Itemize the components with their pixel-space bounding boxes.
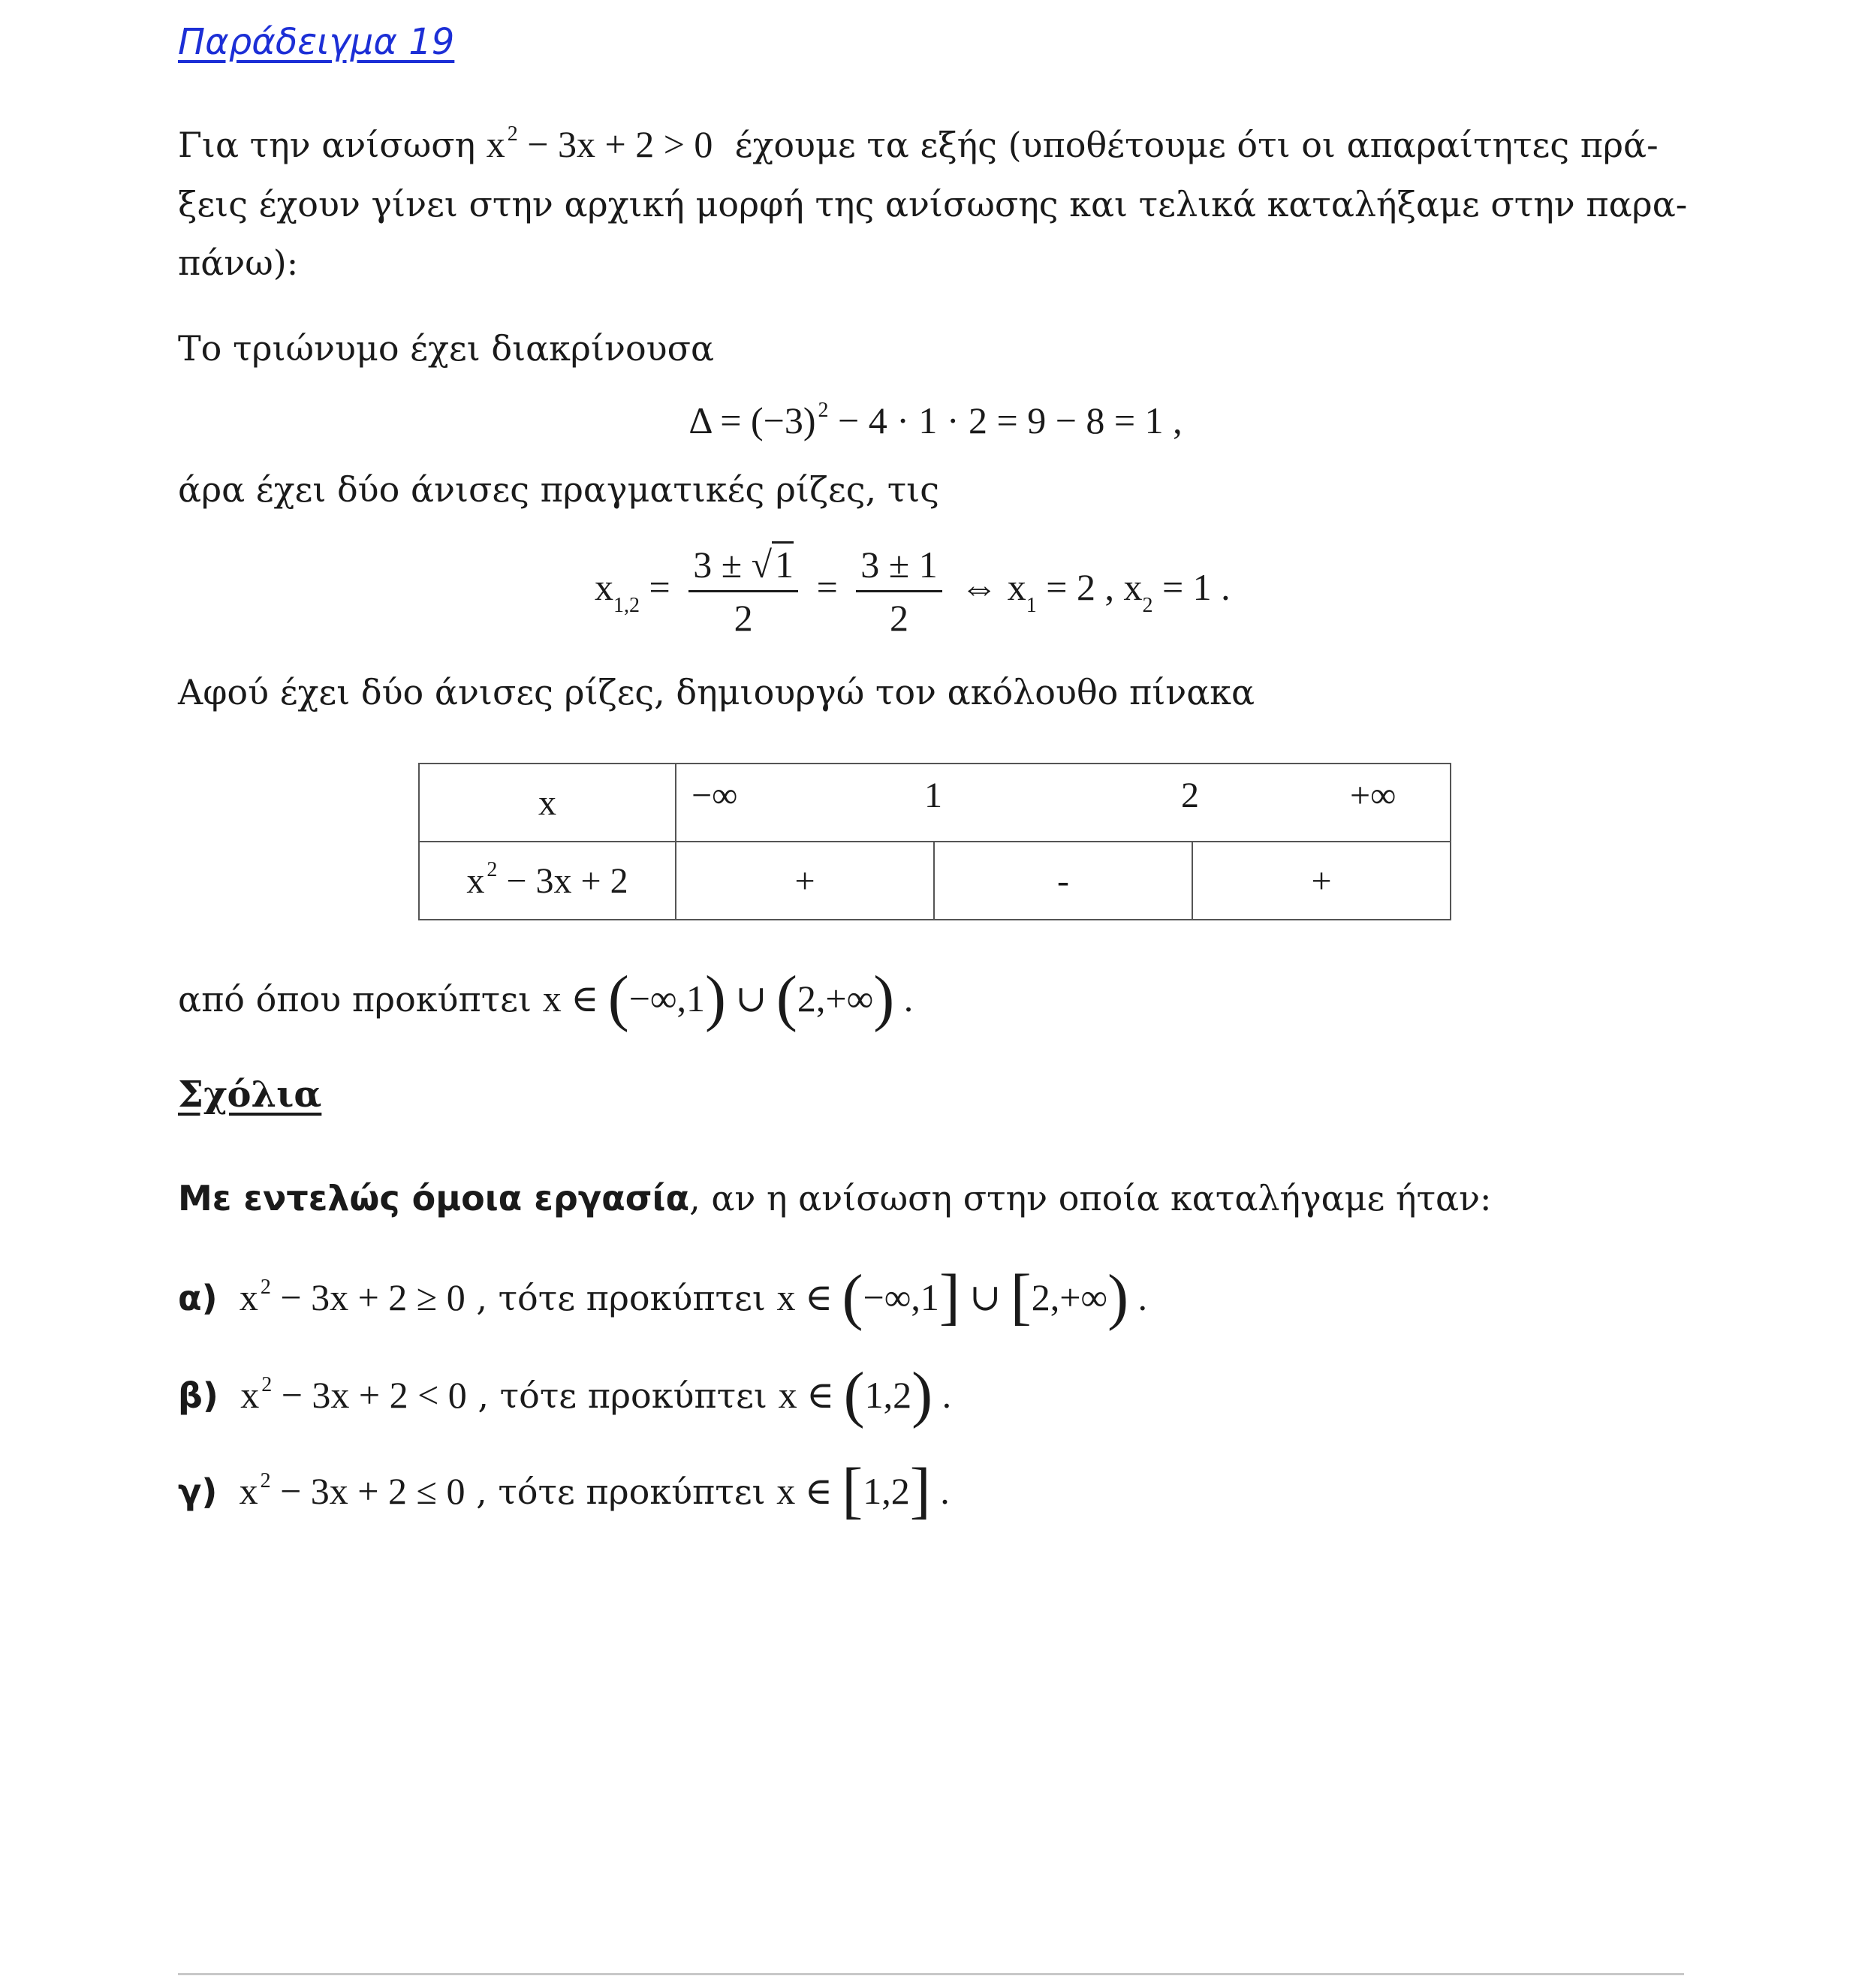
conclusion-text: από όπου προκύπτει <box>178 979 543 1020</box>
discriminant-formula: Δ = (−3) $^2$ − 4 · 1 · 2 = 9 − 8 = 1 , <box>688 399 1183 441</box>
intro-text-after: έχουμε τα εξής (υποθέτουμε ότι οι απαραίτητες πρά- <box>713 125 1659 165</box>
case-inequality: x $^2$ − 3x + 2 < 0 <box>240 1373 467 1416</box>
table-intro-text: Αφού έχει δύο άνισες ρίζες, δημιουργώ τον ακόλουθο πίνακα <box>178 672 1255 712</box>
root-fraction-2: $\frac{3 \pm 1}{2}$ <box>856 539 942 643</box>
sign-table-row-x <box>419 764 1451 842</box>
comments-intro <box>178 1168 1492 1228</box>
case-label: β) <box>178 1375 218 1416</box>
case-label: α) <box>178 1278 218 1318</box>
case-mid: , τότε προκύπτει <box>465 1278 777 1318</box>
intro-line-3: πάνω): <box>178 242 299 283</box>
case-mid: , τότε προκύπτει <box>466 1375 779 1416</box>
comments-heading: Σχόλια <box>178 1074 322 1116</box>
case-set: x ∈ [1,2] . <box>776 1456 950 1526</box>
sign-cell-3: + <box>1192 842 1451 920</box>
conclusion-line <box>178 963 914 1033</box>
tick-plus-infinity: +∞ <box>1350 776 1396 815</box>
roots-result: ⇔ $x_1 = 2$ , $x_2 = 1$ . <box>960 565 1231 617</box>
sign-cell-2: - <box>934 842 1192 920</box>
intro-line-2: ξεις έχουν γίνει στην αρχική μορφή της ανίσωσης και τελικά καταλήξαμε στην παρα- <box>178 184 1688 224</box>
sign-cell-1: + <box>676 842 934 920</box>
sign-table-trinomial-label: x $^2$ − 3x + 2 <box>419 842 676 920</box>
case-set: x ∈ (−∞,1] ∪ [2,+∞) . <box>776 1262 1148 1332</box>
comments-intro-bold: Με εντελώς όμοια εργασία <box>178 1178 690 1218</box>
sign-table-axis <box>676 764 1451 842</box>
tick-root-1: 1 <box>924 776 942 815</box>
case-inequality: x $^2$ − 3x + 2 ≤ 0 <box>239 1469 466 1512</box>
sign-table-x-label: x <box>419 764 676 842</box>
conclusion-set: x ∈ (−∞,1) ∪ (2,+∞) . <box>542 963 914 1033</box>
comments-intro-rest: , αν η ανίσωση στην οποία καταλήγαμε ήταν: <box>689 1178 1492 1218</box>
case-inequality: x $^2$ − 3x + 2 ≥ 0 <box>239 1276 466 1318</box>
sign-table <box>418 763 1451 920</box>
roots-text: άρα έχει δύο άνισες πραγματικές ρίζες, τις <box>178 469 939 510</box>
page-title[interactable]: Παράδειγμα 19 <box>178 21 455 63</box>
roots-lhs: $x_{1,2}$ = <box>595 565 670 617</box>
intro-text-before: Για την ανίσωση <box>178 125 487 165</box>
footer-divider <box>178 1973 1684 1975</box>
root-fraction-1: $\frac{3 \pm √1}{2}$ <box>688 539 798 643</box>
discriminant-text: Το τριώνυμο έχει διακρίνουσα <box>178 328 715 369</box>
tick-root-2: 2 <box>1181 776 1199 815</box>
intro-inequality: x $^2$ − 3x + 2 > 0 <box>486 122 713 165</box>
case-mid: , τότε προκύπτει <box>465 1471 777 1512</box>
roots-formula: $x_{1,2}$ = $\frac{3 \pm √1}{2}$ = $\frac{3 \pm 1}{2}$ ⇔ $x_1 = 2$ , $x_2 = 1$ . <box>595 539 1231 643</box>
tick-minus-infinity: −∞ <box>691 776 738 815</box>
case-alpha <box>178 1262 1148 1332</box>
sign-table-row-trinomial <box>419 842 1451 920</box>
case-gamma <box>178 1456 950 1526</box>
case-label: γ) <box>178 1471 218 1512</box>
case-set: x ∈ (1,2) . <box>778 1360 952 1429</box>
intro-line-1 <box>178 114 1659 175</box>
case-beta <box>178 1360 952 1429</box>
